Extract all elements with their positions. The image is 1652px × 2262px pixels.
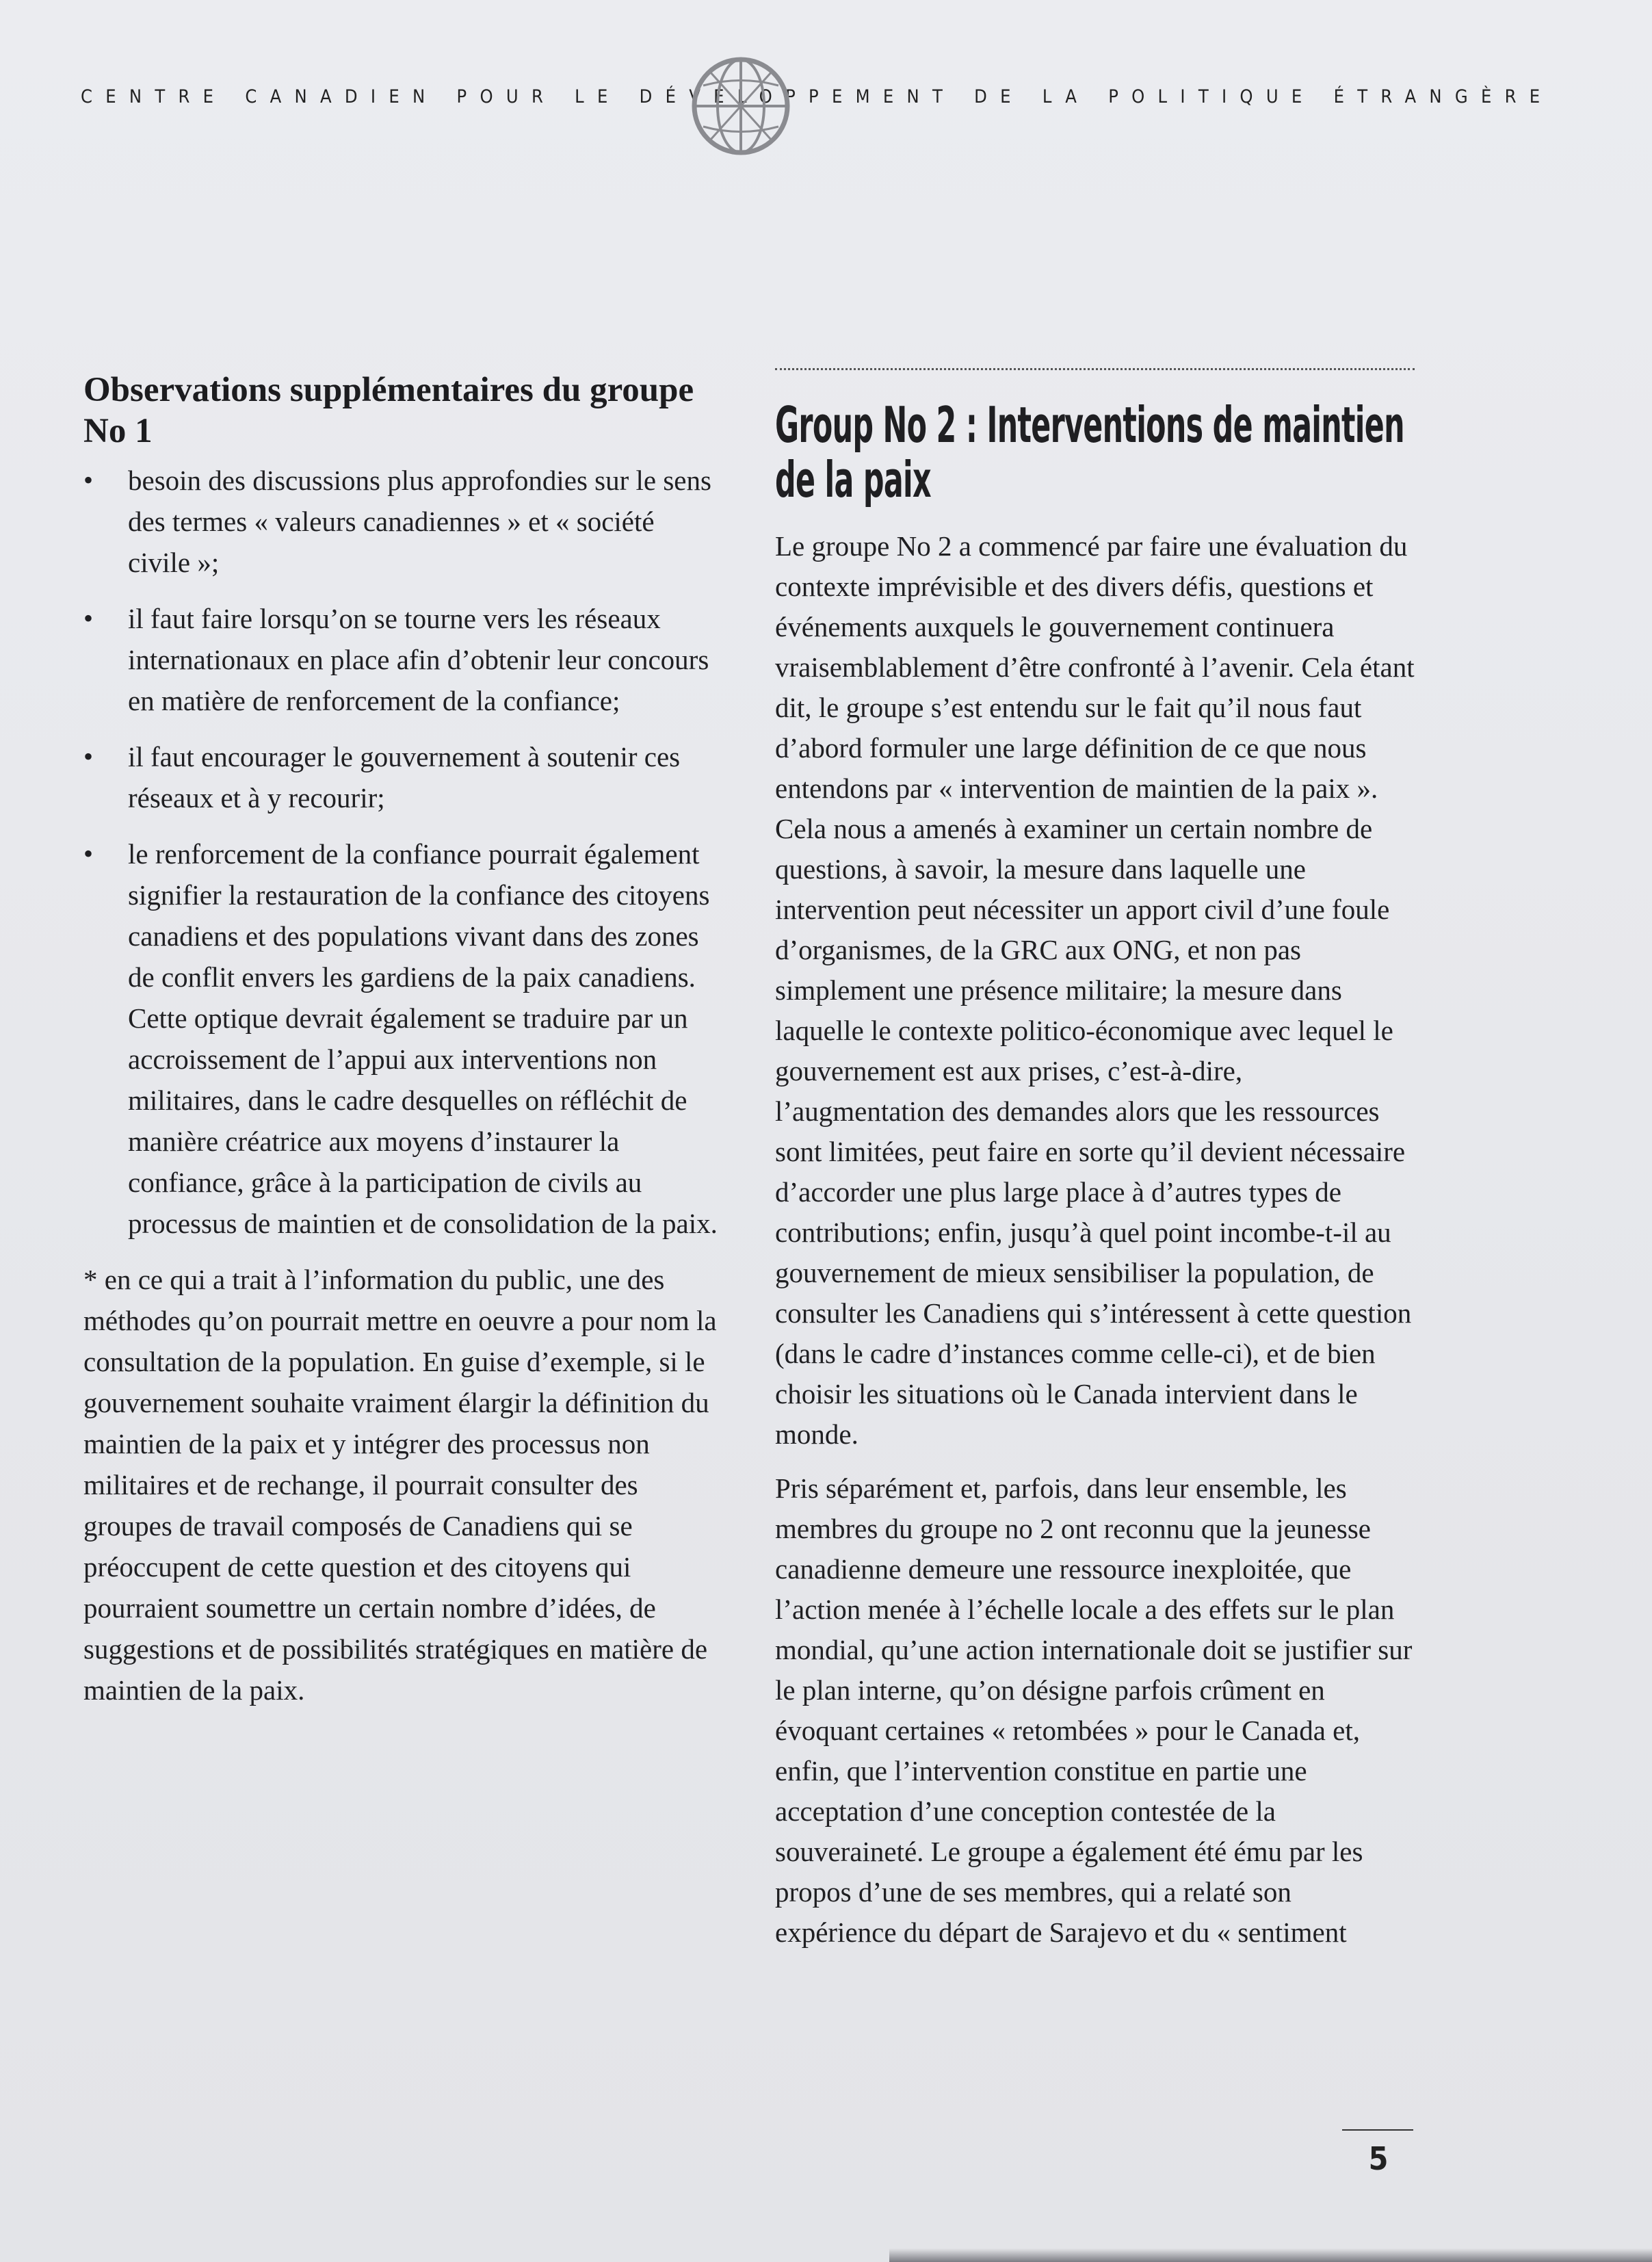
list-item-text: il faut faire lorsqu’on se tourne vers les réseaux internationaux en place afin d’obtenir leur concours en matière de renforcement de la confiance; xyxy=(128,603,709,716)
bullet-icon: • xyxy=(83,465,94,495)
list-item-text: besoin des discussions plus approfondies sur le sens des termes « valeurs canadiennes » et « société civile »; xyxy=(128,465,711,578)
list-item xyxy=(83,460,720,583)
right-column xyxy=(775,368,1415,1966)
paragraph: Le groupe No 2 a commencé par faire une évaluation du contexte imprévisible et des divers défis, questions et événements auxquels le gouvernement continuera vraisemblablement d’être confronté à l’avenir. Cela étant dit, le groupe s’est entendu sur le fait qu’il nous faut d’abord formuler une large définition de ce que nous entendons par « intervention de maintien de la paix ». Cela nous a amenés à examiner un certain nombre de questions, à savoir, la mesure dans laquelle une intervention peut nécessiter un apport civil d’une foule d’organismes, de la GRC aux ONG, et non pas simplement une présence militaire; la mesure dans laquelle le contexte politico-économique avec lequel le gouvernement est aux prises, c’est-à-dire, l’augmentation des demandes alors que les ressources sont limitées, peut faire en sorte qu’il devient nécessaire d’accorder une plus large place à d’autres types de contributions; enfin, jusqu’à quel point incombe-t-il au gouvernement de mieux sensibiliser la population, de consulter les Canadiens qui s’intéressent à cette question (dans le cadre d’instances comme celle-ci), et de bien choisir les situations où le Canada intervient dans le monde. xyxy=(775,530,1415,1450)
list-item-text: le renforcement de la confiance pourrait également signifier la restauration de la confiance des citoyens canadiens et des populations vivant dans des zones de conflit envers les gardiens de la paix canadiens. Cette optique devrait également se traduire par un accroissement de l’appui aux interventions non militaires, dans le cadre desquelles on réfléchit de manière créatrice aux moyens d’instaurer la confiance, grâce à la participation de civils au processus de maintien et de consolidation de la paix. xyxy=(128,838,718,1239)
list-item-text: il faut encourager le gouvernement à soutenir ces réseaux et à y recourir; xyxy=(128,741,681,814)
list-item xyxy=(83,833,720,1244)
right-heading: Group No 2 : Interventions de maintien de la paix xyxy=(775,396,1404,508)
page-number-rule xyxy=(1342,2129,1413,2131)
right-heading-wrapper xyxy=(775,398,1415,519)
page-edge-shadow xyxy=(889,2248,1652,2262)
list-item xyxy=(83,598,720,721)
list-item xyxy=(83,736,720,818)
public-information-note: * en ce qui a trait à l’information du public, une des méthodes qu’on pourrait mettre en oeuvre a pour nom la consultation de la population. En guise d’exemple, si le gouvernement souhaite vraiment élargir la définition du maintien de la paix et y intégrer des processus non militaires et de rechange, il pourrait consulter des groupes de travail composés de Canadiens qui se préoccupent de cette question et des citoyens qui pourraient soumettre un certain nombre d’idées, de suggestions et de possibilités stratégiques en matière de maintien de la paix. xyxy=(83,1264,717,1706)
observations-list xyxy=(83,460,720,1244)
paragraph: Pris séparément et, parfois, dans leur ensemble, les membres du groupe no 2 ont reconnu que la jeunesse canadienne demeure une ressource inexploitée, que l’action menée à l’échelle locale a des effets sur le plan mondial, qu’une action internationale doit se justifier sur le plan interne, qu’on désigne parfois crûment en évoquant certaines « retombées » pour le Canada et, enfin, que l’intervention constitue en partie une acceptation d’une conception contestée de la souveraineté. Le groupe a également été ému par les propos d’une de ses membres, qui a relaté son expérience du départ de Sarajevo et du « sentiment xyxy=(775,1472,1413,1948)
bullet-icon: • xyxy=(83,603,94,634)
running-header: CENTRE CANADIEN POUR LE DÉVELOPPEMENT DE LA POLITIQUE ÉTRANGÈRE xyxy=(81,86,1553,107)
left-column xyxy=(83,369,720,1739)
bullet-icon: • xyxy=(83,838,94,869)
dotted-divider xyxy=(775,368,1415,370)
bullet-icon: • xyxy=(83,741,94,772)
globe-icon xyxy=(690,55,792,157)
page-number: 5 xyxy=(1368,2140,1389,2177)
left-heading: Observations supplémentaires du groupe No 1 xyxy=(83,371,694,450)
